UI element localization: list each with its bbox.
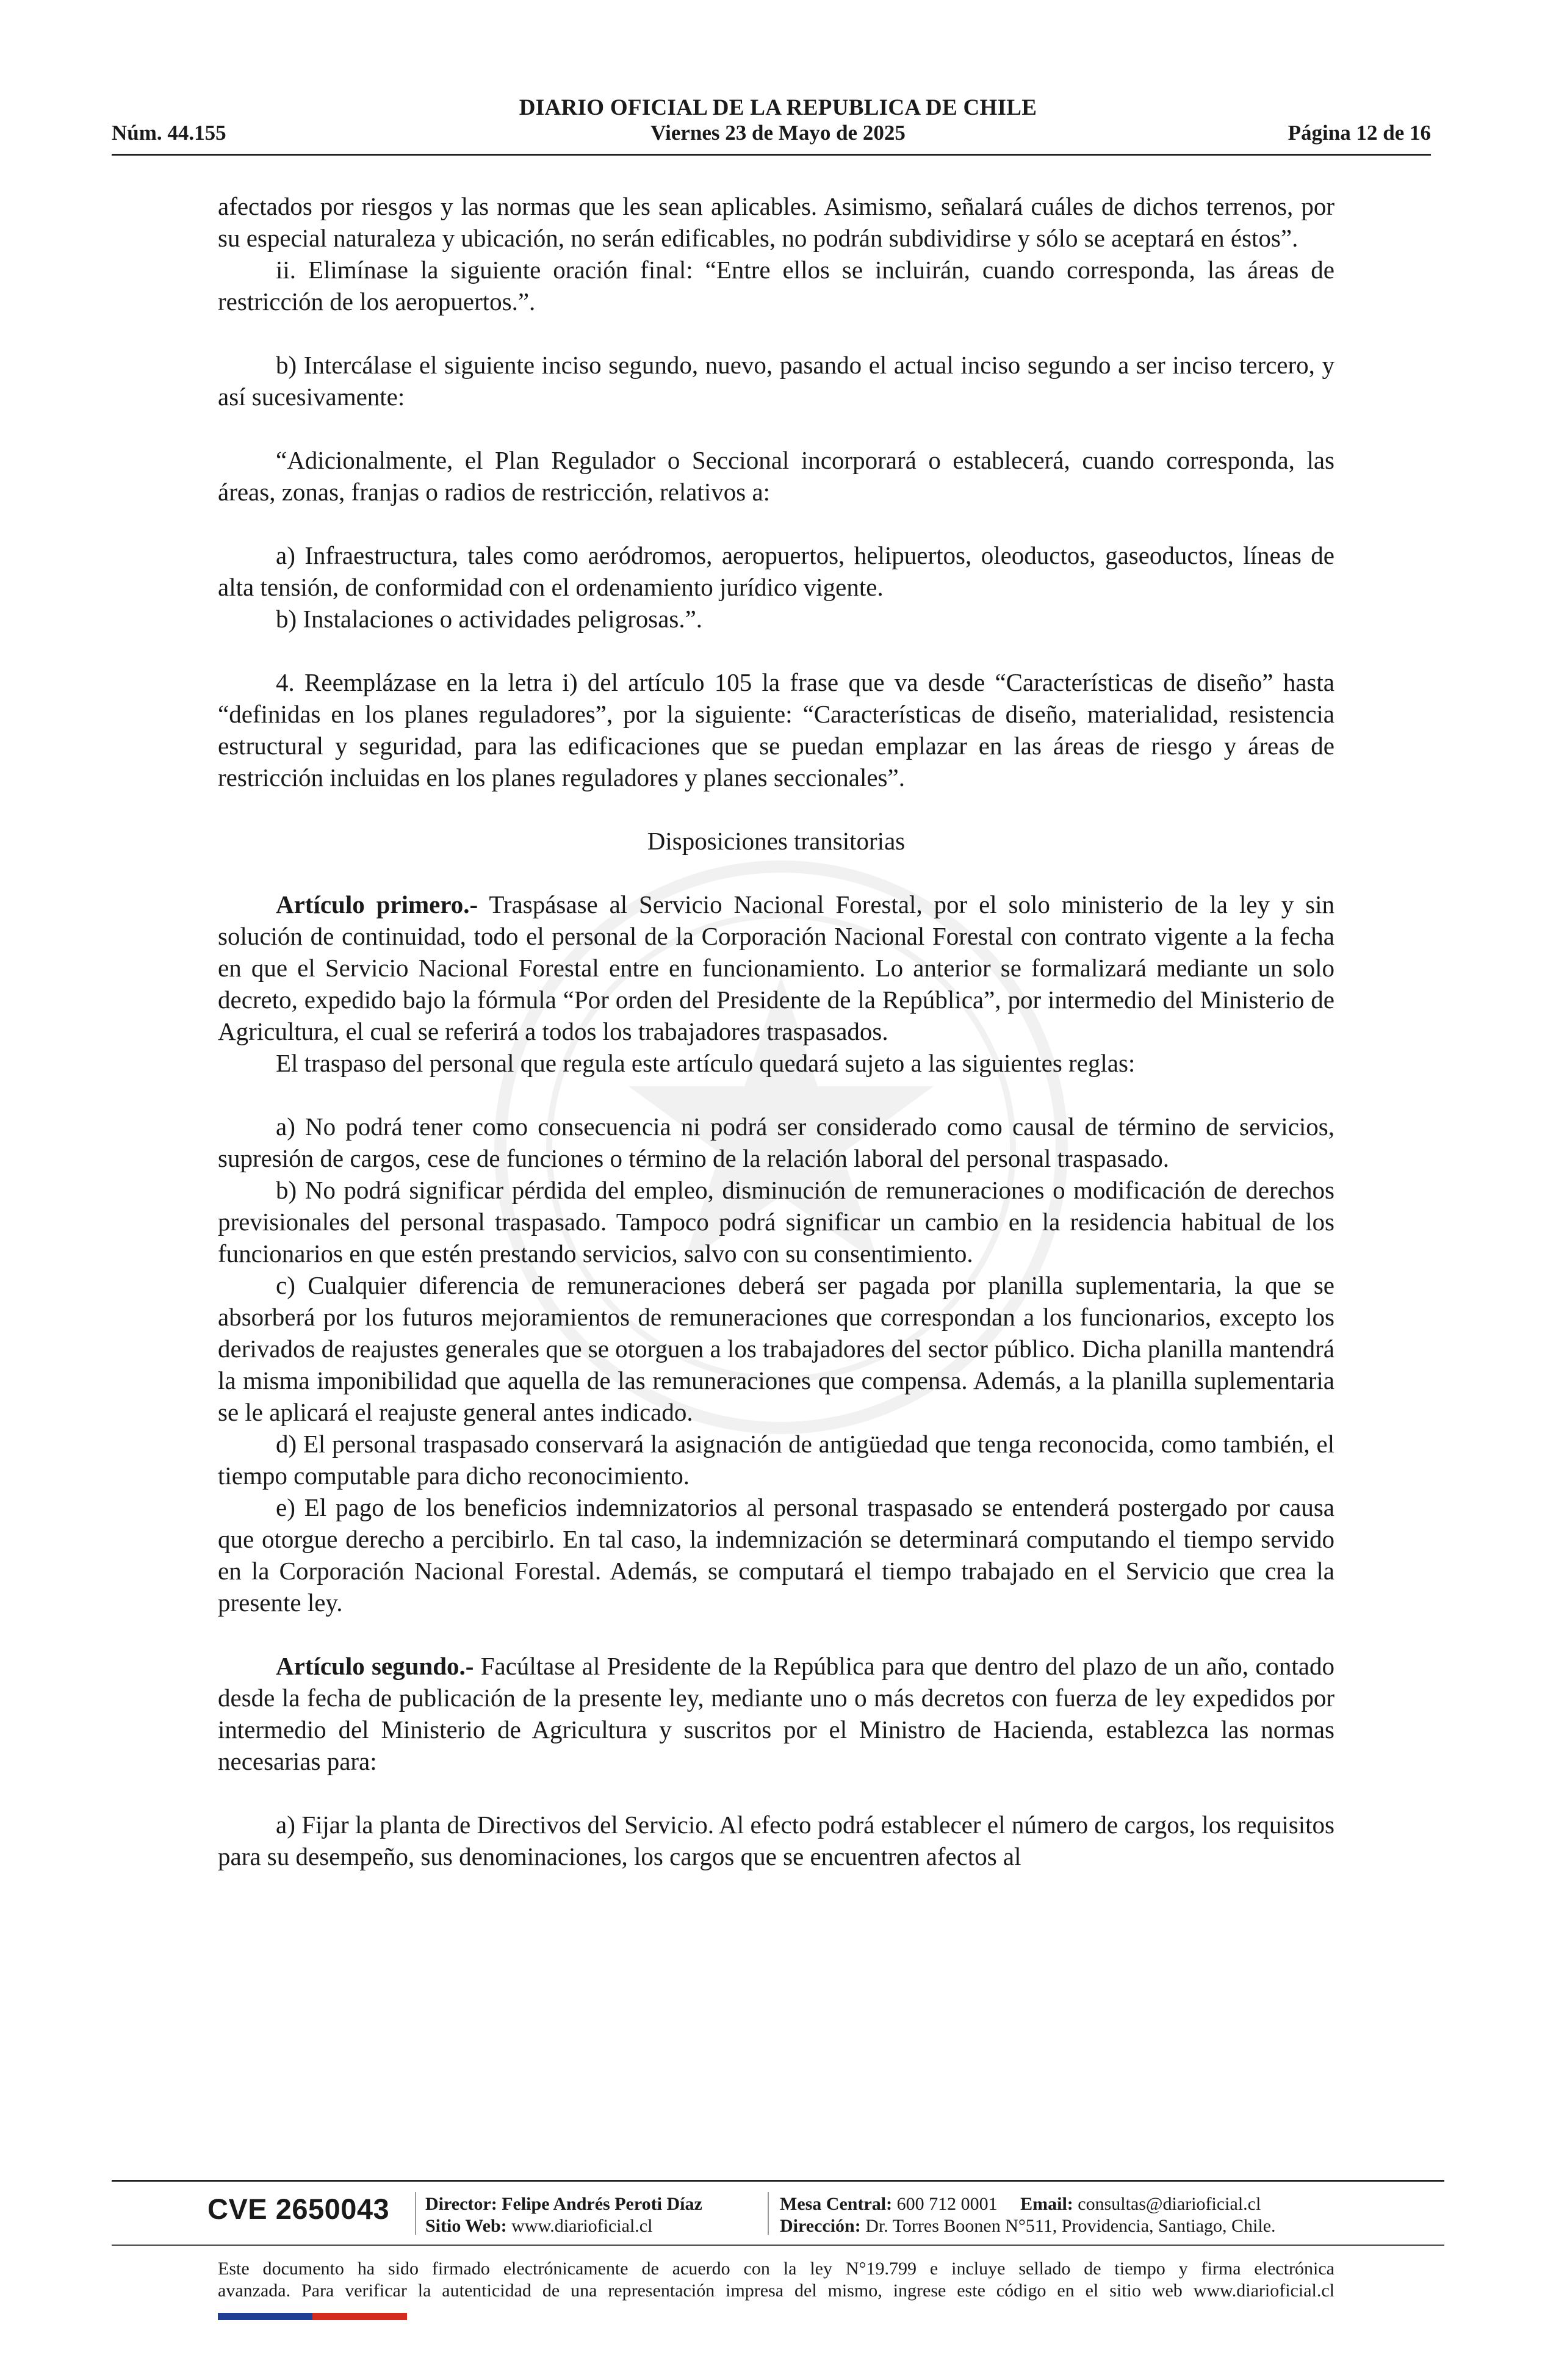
footer-separator [415,2192,416,2235]
newspaper-title: DIARIO OFICIAL DE LA REPUBLICA DE CHILE [519,95,1037,120]
mesa-value: 600 712 0001 [892,2194,998,2214]
paragraph-continuation: afectados por riesgos y las normas que les sean aplicables. Asimismo, señalará cuáles de dichos terrenos, por su especial naturaleza y ubicación, no serán edificables, no podrán subdividirse y sólo se aceptará en éstos”. [218,192,1334,252]
legal-notice-line-2: avanzada. Para verificar la autenticidad de una representación impresa del mismo, ingrese este código en el sitio web www.diarioficial.cl [218,2281,1334,2301]
issue-number: Núm. 44.155 [112,121,226,145]
flag-stripe-red [312,2313,407,2320]
article-second-label: Artículo segundo.- [276,1652,474,1680]
director-label: Director: [425,2194,497,2214]
contact-line [780,2193,1276,2215]
article-second-text: Facúltase al Presidente de la República para que dentro del plazo de un año, contado desde la fecha de publicación de la presente ley, mediante uno o más decretos con fuerza de ley expedidos por intermedio del Ministerio de Agricultura y suscritos por el Ministro de Hacienda, establezca las normas necesarias para: [218,1652,1334,1775]
paragraph-traspaso-reglas: El traspaso del personal que regula este artículo quedará sujeto a las siguientes reglas: [276,1049,1136,1077]
article-second [218,1650,1334,1777]
footer-separator [768,2192,769,2235]
document-body [218,190,1334,1872]
email-label: Email: [1020,2194,1073,2214]
paragraph-b-intercalase: b) Intercálase el siguiente inciso segundo, nuevo, pasando el actual inciso segundo a ser inciso tercero, y así sucesivamente: [218,351,1334,411]
website-value: www.diarioficial.cl [506,2216,653,2236]
flag-stripe-blue [218,2313,312,2320]
issue-date: Viernes 23 de Mayo de 2025 [650,121,906,145]
paragraph-a-infraestructura: a) Infraestructura, tales como aeródromos, aeropuertos, helipuertos, oleoductos, gaseoductos, líneas de alta tensión, de conformidad con el ordenamiento jurídico vigente. [218,541,1334,601]
rule-e: e) El pago de los beneficios indemnizatorios al personal traspasado se entenderá postergado por causa que otorgue derecho a percibirlo. En tal caso, la indemnización se determinará computando el tiempo servido en la Corporación Nacional Forestal. Además, se computará el tiempo trabajado en el Servicio que crea la presente ley. [218,1493,1334,1617]
email-value: consultas@diarioficial.cl [1073,2194,1261,2214]
rule-d: d) El personal traspasado conservará la asignación de antigüedad que tenga reconocida, como también, el tiempo computable para dicho reconocimiento. [218,1430,1334,1490]
paragraph-quote-adicionalmente: “Adicionalmente, el Plan Regulador o Seccional incorporará o establecerá, cuando corresponda, las áreas, zonas, franjas o radios de restricción, relativos a: [218,446,1334,506]
article-first-text: Traspásase al Servicio Nacional Forestal, por el solo ministerio de la ley y sin solución de continuidad, todo el personal de la Corporación Nacional Forestal con contrato vigente a la fecha en que el Servicio Nacional Forestal entre en funcionamiento. Lo anterior se formalizará mediante un solo decreto, expedido bajo la fórmula “Por orden del Presidente de la República”, por intermedio del Ministerio de Agricultura, el cual se referirá a todos los trabajadores traspasados. [218,890,1334,1045]
article-first [218,889,1334,1047]
section-heading: Disposiciones transitorias [647,827,906,855]
address-value: Dr. Torres Boonen N°511, Providencia, Santiago, Chile. [860,2216,1276,2236]
footer-contact-block [780,2193,1276,2237]
mesa-label: Mesa Central: [780,2194,893,2214]
director-name: Felipe Andrés Peroti Díaz [497,2194,702,2214]
paragraph-a-fijar-planta: a) Fijar la planta de Directivos del Servicio. Al efecto podrá establecer el número de cargos, los requisitos para su desempeño, sus denominaciones, los cargos que se encuentren afectos al [218,1811,1334,1870]
paragraph-ii: ii. Elimínase la siguiente oración final: “Entre ellos se incluirán, cuando corresponda, las áreas de restricción de los aeropuertos.”. [218,256,1334,316]
legal-notice-line-1: Este documento ha sido firmado electrónicamente de acuerdo con la ley N°19.799 e incluye sellado de tiempo y firma electrónica [218,2259,1334,2279]
rule-a: a) No podrá tener como consecuencia ni podrá ser considerado como causal de término de servicios, supresión de cargos, cese de funciones o término de la relación laboral del personal traspasado. [218,1112,1334,1172]
footer-divider-2 [112,2245,1444,2246]
paragraph-b-instalaciones: b) Instalaciones o actividades peligrosas.”. [276,605,703,633]
footer-divider [112,2180,1444,2182]
page-indicator: Página 12 de 16 [1288,121,1431,145]
paragraph-4-reemplazase: 4. Reemplázase en la letra i) del artículo 105 la frase que va desde “Características de diseño” hasta “definidas en los planes reguladores”, por la siguiente: “Características de diseño, materialidad, resistencia estructural y seguridad, para las edificaciones que se puedan emplazar en las áreas de riesgo y áreas de restricción incluidas en los planes reguladores y planes seccionales”. [218,668,1334,792]
director-line [425,2193,702,2215]
address-line [780,2215,1276,2237]
article-first-label: Artículo primero.- [276,890,478,918]
website-label: Sitio Web: [425,2216,507,2236]
cve-code: CVE 2650043 [207,2193,390,2225]
footer-director-block [425,2193,702,2237]
address-label: Dirección: [780,2216,861,2236]
rule-b: b) No podrá significar pérdida del empleo, disminución de remuneraciones o modificación de derechos previsionales del personal traspasado. Tampoco podrá significar un cambio en la residencia habitual de los funcionarios en que estén prestando servicios, salvo con su consentimiento. [218,1176,1334,1268]
website-line [425,2215,702,2237]
rule-c: c) Cualquier diferencia de remuneraciones deberá ser pagada por planilla suplementaria, la que se absorberá por los futuros mejoramientos de remuneraciones que correspondan a los funcionarios, excepto los derivados de reajustes generales que se otorguen a los trabajadores del sector público. Dicha planilla mantendrá la misma imponibilidad que aquella de las remuneraciones que compensa. Además, a la planilla suplementaria se le aplicará el reajuste general antes indicado. [218,1271,1334,1426]
header-divider [112,154,1431,156]
flag-stripe [218,2313,407,2320]
